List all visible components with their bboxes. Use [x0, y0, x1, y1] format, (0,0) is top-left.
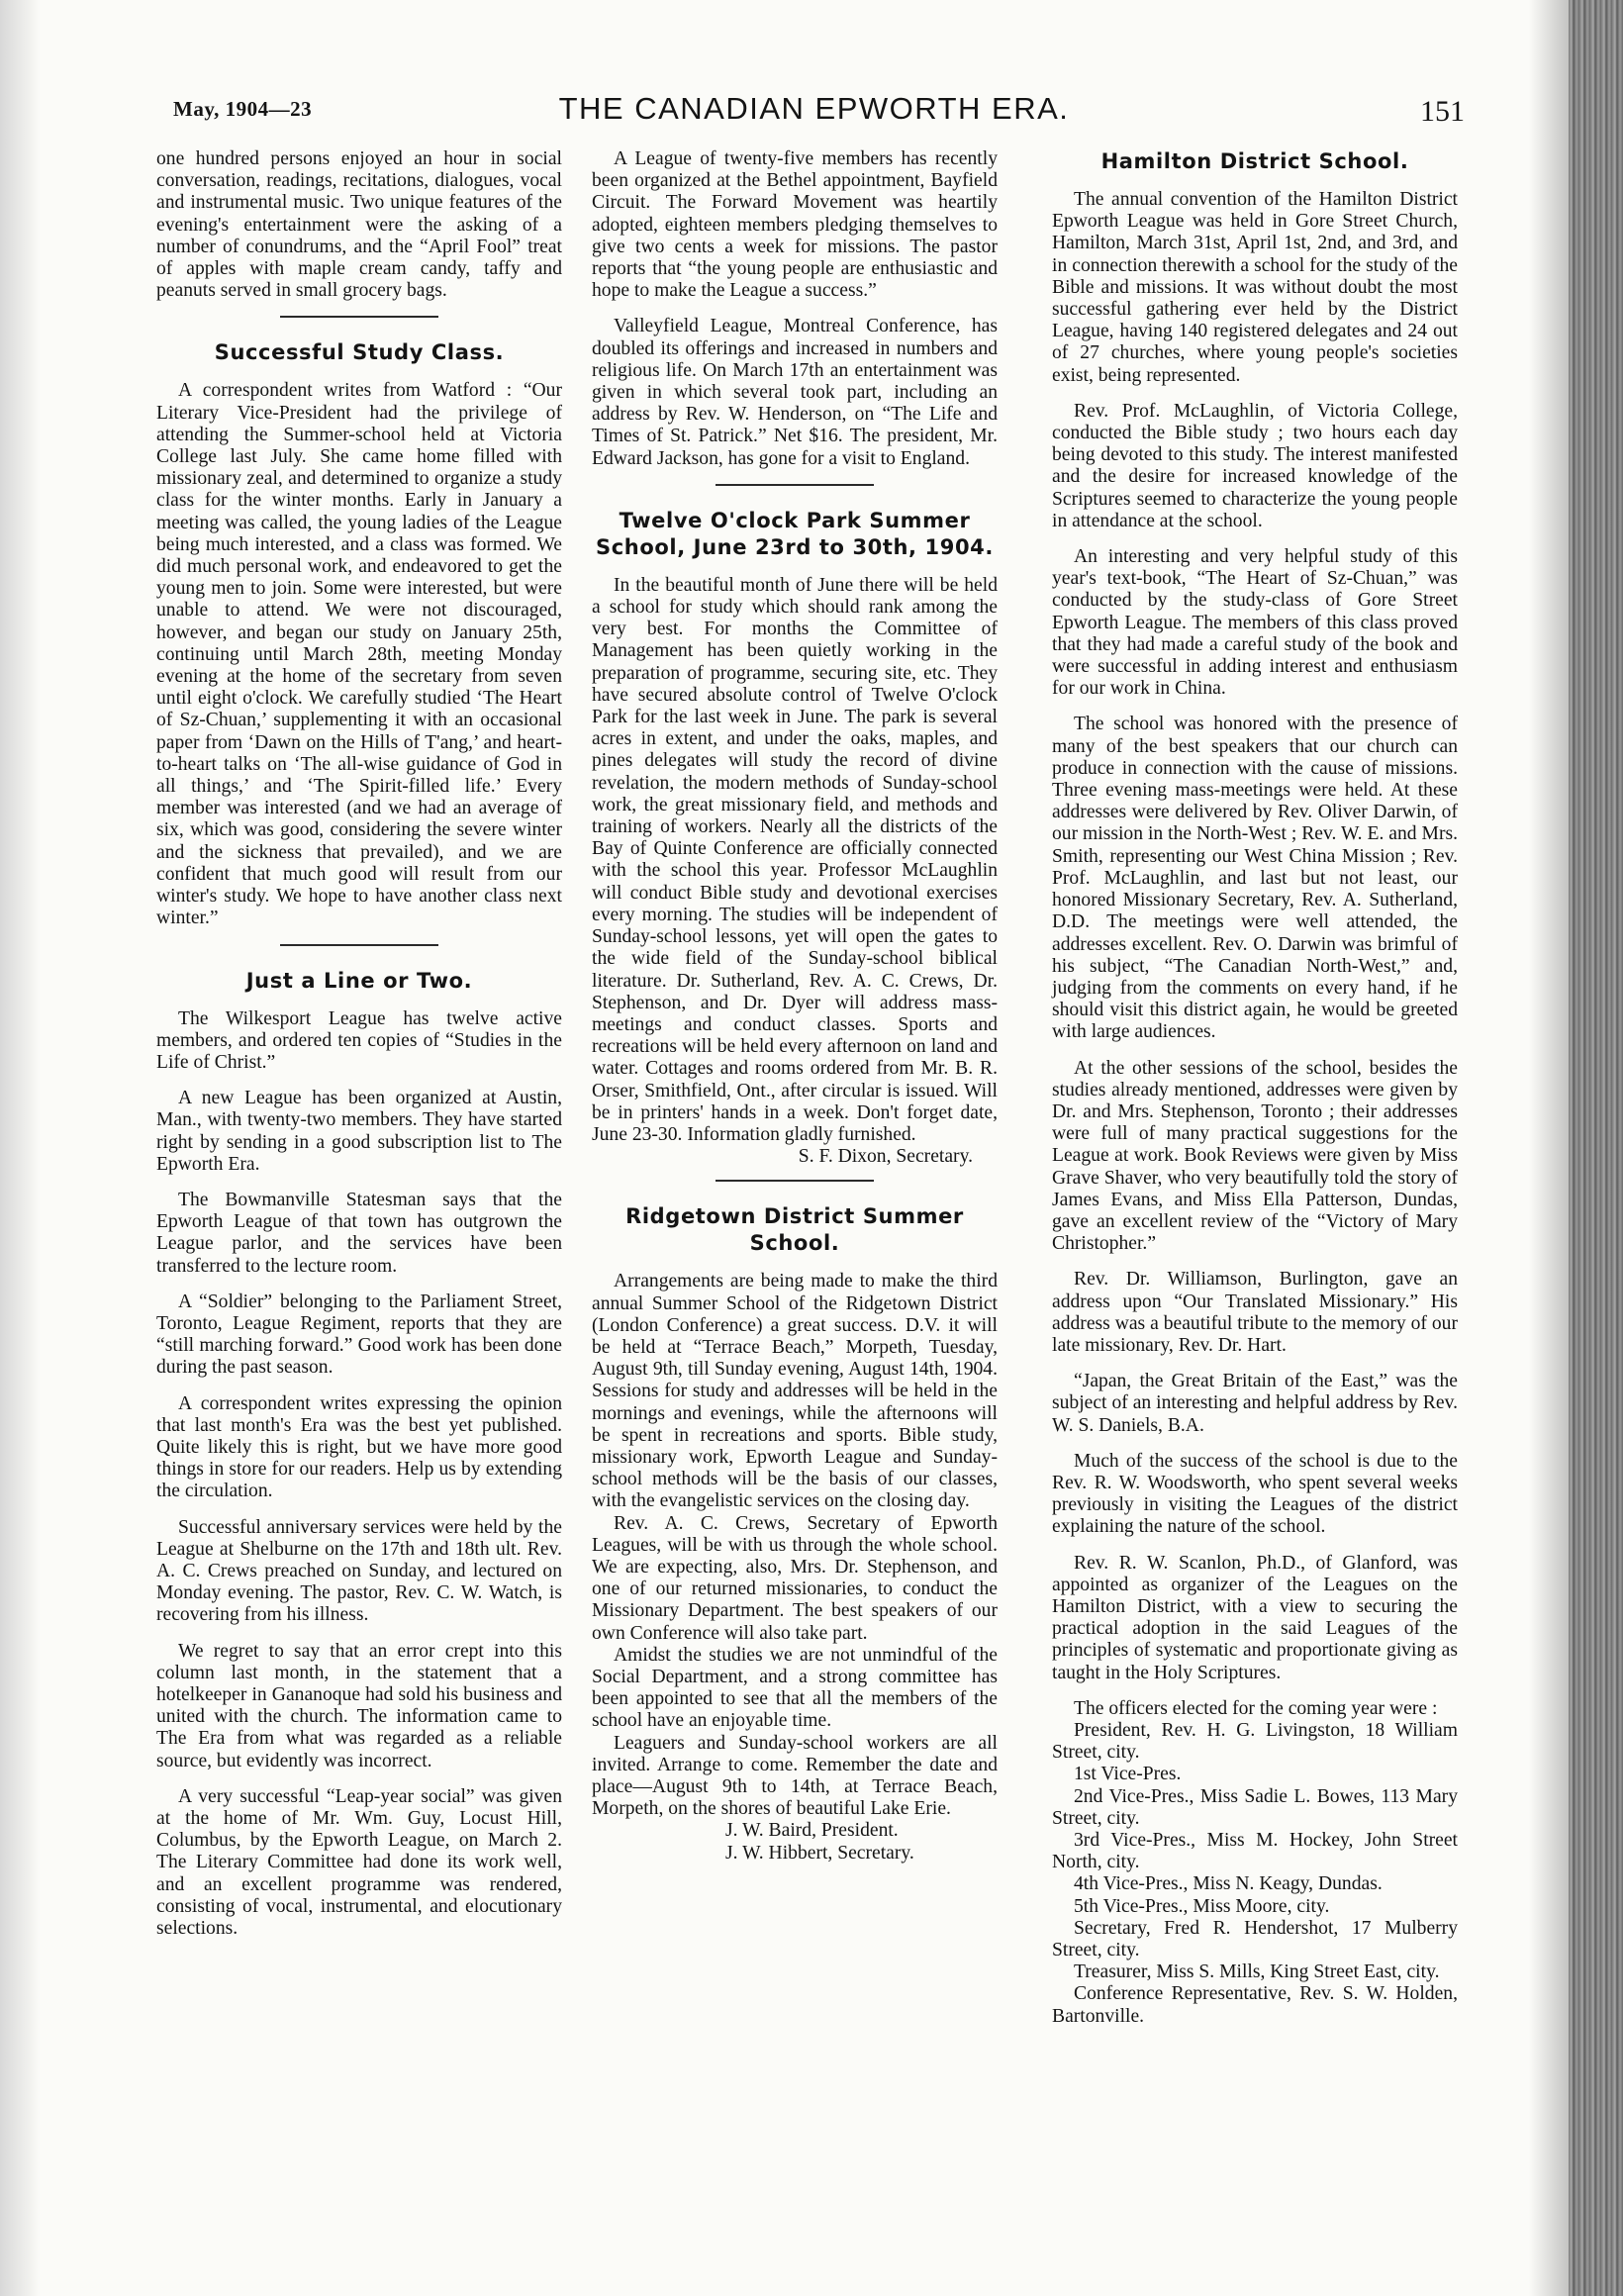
masthead-title: THE CANADIAN EPWORTH ERA.: [558, 91, 1070, 126]
news-item: We regret to say that an error crept into this column last month, in the statement that a hotelkeeper in Gananoque had sold his business and united with the church. The information came to The Era from what was regarded as a reliable source, but evidently was incorrect.: [156, 1640, 562, 1771]
page-left-edge: [0, 0, 40, 2296]
officer-entry: President, Rev. H. G. Livingston, 18 William Street, city.: [1052, 1720, 1458, 1764]
article-heading-hamilton: Hamilton District School.: [1100, 149, 1409, 173]
article-body: The annual convention of the Hamilton District Epworth League was held in Gore Street Church, Hamilton, March 31st, April 1st, 2nd, and 3rd, and in connection therewith a school for the study of the Bible and missions. It was without doubt the most successful gathering ever held by the District League, having 140 registered delegates and 24 out of 27 churches, where young people's societies exist, being represented.: [1052, 189, 1458, 386]
article-body: Rev. Dr. Williamson, Burlington, gave an address upon “Our Translated Missionary.” His address was a beautiful tribute to the memory of our late missionary, Rev. Dr. Hart.: [1052, 1269, 1458, 1356]
signature: S. F. Dixon, Secretary.: [798, 1146, 973, 1168]
news-item-valleyfield: Valleyfield League, Montreal Conference, has doubled its offerings and increased in numbers and religious life. On March 17th an entertainment was given in which several took part, including an address by Rev. W. Henderson, on “The Life and Times of St. Patrick.” Net $16. The president, Mr. Edward Jackson, has gone for a visit to England.: [592, 316, 998, 469]
officer-entry: Secretary, Fred R. Hendershot, 17 Mulberry Street, city.: [1052, 1917, 1458, 1961]
article-body: The school was honored with the presence of many of the best speakers that our church can produce in connection with the cause of missions. Three evening mass-meetings were held. At these addresses were delivered by Rev. Oliver Darwin, of our mission in the North-West ; Rev. W. E. and Mrs. Smith, representing our West China Mission ; Rev. Prof. McLaughlin, and last but not least, our honored Missionary Secretary, Rev. A. Sutherland, D.D. The meetings were well attended, the addresses excellent. Rev. O. Darwin was brimful of his subject, “The Canadian North-West,” and, judging from the comments on every hand, if he should visit this district again, he would be greeted with large audiences.: [1052, 714, 1458, 1043]
officer-entry: 1st Vice-Pres.: [1074, 1764, 1182, 1785]
article-body: “Japan, the Great Britain of the East,” was the subject of an interesting and helpful address by Rev. W. S. Daniels, B.A.: [1052, 1371, 1458, 1436]
news-item: A “Soldier” belonging to the Parliament Street, Toronto, League Regiment, reports that they are “still marching forward.” Good work has been done during the past season.: [156, 1291, 562, 1379]
news-item: A new League has been organized at Austin, Man., with twenty-two members. They have started right by sending in a good subscription list to The Epworth Era.: [156, 1088, 562, 1175]
book-binding: [1569, 0, 1623, 2296]
article-body: Much of the success of the school is due to the Rev. R. W. Woodsworth, who spent several weeks previously in visiting the Leagues of the district explaining the nature of the school.: [1052, 1450, 1458, 1538]
section-divider: [716, 484, 874, 486]
article-body: In the beautiful month of June there will be held a school for study which should rank among the very best. For months the Committee of Management has been quietly working in the preparation of programme, securing site, etc. They have secured absolute control of Twelve O'clock Park for the last week in June. The park is several acres in extent, and under the oaks, maples, and pines delegates will study the record of divine revelation, the modern methods of Sunday-school work, the great missionary field, and methods and training of workers. Nearly all the districts of the Bay of Quinte Conference are officially connected with the school this year. Professor McLaughlin will conduct Bible study and devotional exercises every morning. The studies will be independent of Sunday-school lessons, yet will open the gates to the wide field of the Sunday-school biblical literature. Dr. Sutherland, Rev. A. C. Crews, Dr. Stephenson, and Dr. Dyer will address mass-meetings and conduct classes. Sports and recreations will be held every afternoon on land and water. Cottages and rooms ordered from Mr. B. R. Orser, Smithfield, Ont., after circular is issued. Will be in printers' hands in a week. Don't forget date, June 23-30. Information gladly furnished.: [592, 574, 998, 1145]
binding-shadow: [1529, 0, 1569, 2296]
officer-entry: Conference Representative, Rev. S. W. Holden, Bartonville.: [1052, 1983, 1458, 2027]
page-number: 151: [1420, 95, 1465, 128]
news-item-bayfield: A League of twenty-five members has recently been organized at the Bethel appointment, Bayfield Circuit. The Forward Movement was heartily adopted, eighteen members pledging themselves to give two cents a week for missions. The pastor reports that “the young people are enthusiastic and hope to make the League a success.”: [592, 148, 998, 302]
article-body: Rev. R. W. Scanlon, Ph.D., of Glanford, was appointed as organizer of the Leagues on the Hamilton District, with a view to securing the practical adoption in the said Leagues of the principles of systematic and proportionate giving as taught in the Holy Scriptures.: [1052, 1552, 1458, 1683]
news-item: A very successful “Leap-year social” was given at the home of Mr. Wm. Guy, Locust Hill, Columbus, by the Epworth League, on March 2. The Literary Committee had done its work well, and an excellent programme was rendered, consisting of vocal, instrumental, and elocutionary selections.: [156, 1785, 562, 1940]
column-right: [1052, 148, 1458, 2028]
officer-entry: 2nd Vice-Pres., Miss Sadie L. Bowes, 113 Mary Street, city.: [1052, 1785, 1458, 1829]
article-body: Leaguers and Sunday-school workers are all invited. Arrange to come. Remember the date and place—August 9th to 14th, at Terrace Beach, Morpeth, on the shores of beautiful Lake Erie.: [592, 1732, 998, 1820]
article-body: At the other sessions of the school, besides the studies already mentioned, addresses were given by Dr. and Mrs. Stephenson, Toronto ; their addresses were full of many practical suggestions for the League at work. Book Reviews were given by Miss Grave Shaver, who very beautifully told the story of James Evans, and Miss Ella Patterson, Dundas, gave an excellent review of the “Victory of Mary Christopher.”: [1052, 1057, 1458, 1255]
article-heading-park-school: Twelve O'clock Park Summer School, June 23rd to 30th, 1904.: [596, 508, 994, 559]
news-item: The Bowmanville Statesman says that the Epworth League of that town has outgrown the League parlor, and the services have been transferred to the lecture room.: [156, 1189, 562, 1277]
page-header: [163, 91, 1465, 143]
article-heading-study-class: Successful Study Class.: [214, 340, 505, 365]
article-body: Rev. Prof. McLaughlin, of Victoria College, conducted the Bible study ; two hours each day being devoted to this study. The interest manifested and the desire for increased knowledge of the Scriptures seemed to characterize the young people in attendance at the school.: [1052, 400, 1458, 531]
news-item: A correspondent writes expressing the opinion that last month's Era was the best yet published. Quite likely this is right, but we have more good things in store for our readers. Help us by extending the circulation.: [156, 1392, 562, 1502]
article-heading-ridgetown: Ridgetown District Summer School.: [625, 1204, 964, 1256]
signature-secretary: J. W. Hibbert, Secretary.: [725, 1842, 914, 1864]
section-divider: [280, 316, 438, 318]
article-heading-line-or-two: Just a Line or Two.: [245, 968, 473, 993]
news-item: Successful anniversary services were held by the League at Shelburne on the 17th and 18th ult. Rev. A. C. Crews preached on Sunday, and lectured on Monday evening. The pastor, Rev. C. W. Watch, is recovering from his illness.: [156, 1516, 562, 1626]
section-divider: [716, 1180, 874, 1182]
column-left: [156, 148, 562, 1954]
article-continuation: one hundred persons enjoyed an hour in social conversation, readings, recitations, dialogues, vocal and instrumental music. Two unique features of the evening's entertainment were the asking of a number of conundrums, and the “April Fool” treat of apples with maple cream candy, taffy and peanuts served in small grocery bags.: [156, 148, 562, 302]
signature-president: J. W. Baird, President.: [725, 1820, 899, 1842]
officer-entry: 5th Vice-Pres., Miss Moore, city.: [1074, 1895, 1330, 1917]
article-body: An interesting and very helpful study of this year's text-book, “The Heart of Sz-Chuan,” was conducted by the study-class of Gore Street Epworth League. The members of this class proved that they had made a careful study of the book and were successful in adding interest and enthusiasm for our work in China.: [1052, 546, 1458, 700]
officers-intro: The officers elected for the coming year were :: [1074, 1697, 1438, 1719]
article-body: A correspondent writes from Watford : “Our Literary Vice-President had the privilege of attending the Summer-school held at Victoria College last July. She came home filled with missionary zeal, and determined to organize a study class for the winter months. Early in January a meeting was called, the young ladies of the League being much interested, and a class was formed. We did much personal work, and endeavored to get the young men to join. Some were interested, but were unable to attend. We were not discouraged, however, and began our study on January 25th, continuing until March 28th, meeting Monday evening at the home of the secretary from seven until eight o'clock. We carefully studied ‘The Heart of Sz-Chuan,’ supplementing it with an occasional paper from ‘Dawn on the Hills of T'ang,’ and heart-to-heart talks on ‘The all-wise guidance of God in all things,’ and ‘The Spirit-filled life.’ Every member was interested (and we had an average of six, which was good, considering the severe winter and the sickness that prevailed), and we are confident that much good will result from our winter's study. We hope to have another class next winter.”: [156, 380, 562, 929]
officer-entry: 3rd Vice-Pres., Miss M. Hockey, John Street North, city.: [1052, 1830, 1458, 1873]
article-body: Amidst the studies we are not unmindful of the Social Department, and a strong committee has been appointed to see that all the members of the school have an enjoyable time.: [592, 1644, 998, 1732]
news-item: The Wilkesport League has twelve active members, and ordered ten copies of “Studies in the Life of Christ.”: [156, 1007, 562, 1073]
issue-date: May, 1904—23: [173, 97, 313, 121]
article-body: Arrangements are being made to make the third annual Summer School of the Ridgetown District (London Conference) a great success. D.V. it will be held at “Terrace Beach,” Morpeth, Tuesday, August 9th, till Sunday evening, August 14th, 1904. Sessions for study and addresses will be held in the mornings and evenings, while the afternoons will be spent in recreations and sports. Bible study, missionary work, Epworth League and Sunday-school methods will be the basis of our classes, with the evangelistic services on the closing day.: [592, 1271, 998, 1512]
article-body: Rev. A. C. Crews, Secretary of Epworth Leagues, will be with us through the whole school. We are expecting, also, Mrs. Dr. Stephenson, and one of our returned missionaries, to conduct the Missionary Department. The best speakers of our own Conference will also take part.: [592, 1512, 998, 1644]
officer-entry: 4th Vice-Pres., Miss N. Keagy, Dundas.: [1074, 1873, 1383, 1895]
column-middle: [592, 148, 998, 1865]
section-divider: [280, 944, 438, 946]
officer-entry: Treasurer, Miss S. Mills, King Street East, city.: [1074, 1961, 1440, 1983]
